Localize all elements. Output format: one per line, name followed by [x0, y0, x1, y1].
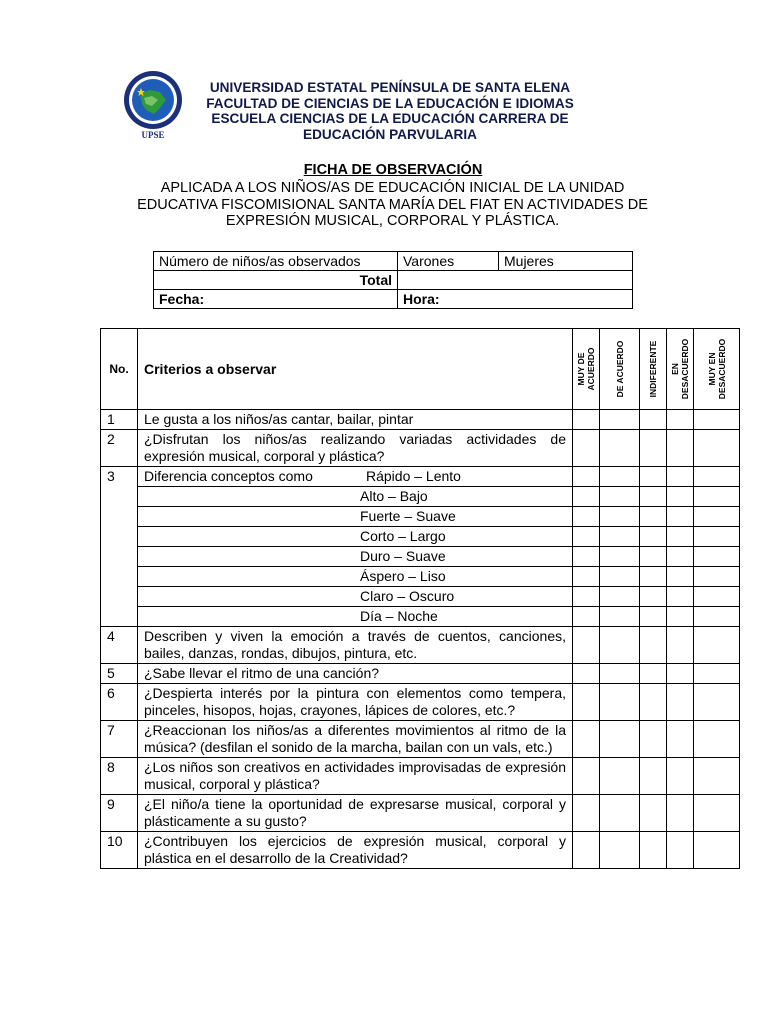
rating-cell[interactable] [573, 410, 600, 430]
rating-cell[interactable] [600, 467, 640, 487]
table-row [101, 567, 740, 587]
institution-header [205, 80, 575, 142]
rating-cell[interactable] [667, 627, 694, 664]
rating-cell[interactable] [667, 684, 694, 721]
rating-cell[interactable] [640, 721, 667, 758]
rating-cell[interactable] [573, 721, 600, 758]
scale-header: DE ACUERDO [600, 329, 640, 410]
rating-cell[interactable] [600, 567, 640, 587]
rating-cell[interactable] [667, 547, 694, 567]
rating-cell[interactable] [640, 507, 667, 527]
scale-header: EN DESACUERDO [667, 329, 694, 410]
table-row [101, 758, 740, 795]
table-row [101, 410, 740, 430]
rating-cell[interactable] [694, 627, 740, 664]
rating-cell[interactable] [667, 758, 694, 795]
table-row [101, 664, 740, 684]
rating-cell[interactable] [573, 507, 600, 527]
rating-cell[interactable] [694, 758, 740, 795]
time-label: Hora: [398, 290, 633, 309]
rating-cell[interactable] [573, 527, 600, 547]
row-number: 7 [101, 721, 138, 758]
criterion-text: ¿Los niños son creativos en actividades improvisadas de expresión musical, corporal y plástica? [138, 758, 573, 795]
table-row [101, 430, 740, 467]
rating-cell[interactable] [667, 795, 694, 832]
scale-header: MUY EN DESACUERDO [694, 329, 740, 410]
criterion-text: ¿Contribuyen los ejercicios de expresión musical, corporal y plástica en el desarrollo de la Creatividad? [138, 832, 573, 869]
concept-pair: Corto – Largo [138, 527, 573, 547]
rating-cell[interactable] [694, 664, 740, 684]
total-label: Total [154, 271, 398, 290]
rating-cell[interactable] [640, 832, 667, 869]
rating-cell[interactable] [640, 795, 667, 832]
rating-cell[interactable] [600, 430, 640, 467]
table-row [101, 587, 740, 607]
rating-cell[interactable] [640, 487, 667, 507]
rating-cell[interactable] [667, 664, 694, 684]
career-name: EDUCACIÓN PARVULARIA [303, 126, 477, 142]
rating-cell[interactable] [640, 684, 667, 721]
rating-cell[interactable] [600, 684, 640, 721]
rating-cell[interactable] [573, 467, 600, 487]
criterion-text: ¿Disfrutan los niños/as realizando variadas actividades de expresión musical, corporal y plástica? [138, 430, 573, 467]
rating-cell[interactable] [694, 607, 740, 627]
girls-label: Mujeres [499, 252, 633, 271]
row-number: 2 [101, 430, 138, 467]
rating-cell[interactable] [640, 527, 667, 547]
boys-label: Varones [398, 252, 499, 271]
row-number: 5 [101, 664, 138, 684]
rating-cell[interactable] [694, 507, 740, 527]
rating-cell[interactable] [640, 410, 667, 430]
rating-cell[interactable] [600, 832, 640, 869]
criterion-intro: Diferencia conceptos como [144, 468, 313, 484]
table-row [101, 607, 740, 627]
rating-cell[interactable] [667, 430, 694, 467]
rating-cell[interactable] [640, 567, 667, 587]
rating-cell[interactable] [667, 587, 694, 607]
rating-cell[interactable] [600, 758, 640, 795]
rating-cell[interactable] [600, 627, 640, 664]
date-label: Fecha: [154, 290, 398, 309]
rating-cell[interactable] [667, 832, 694, 869]
rating-cell[interactable] [694, 684, 740, 721]
criterion-text: ¿Despierta interés por la pintura con elementos como tempera, pinceles, hisopos, hojas, crayones, lápices de colores, etc.? [138, 684, 573, 721]
criteria-table [100, 328, 740, 869]
rating-cell[interactable] [694, 430, 740, 467]
criterion-text: ¿Sabe llevar el ritmo de una canción? [138, 664, 573, 684]
scale-header: INDIFERENTE [640, 329, 667, 410]
rating-cell[interactable] [667, 567, 694, 587]
rating-cell[interactable] [600, 721, 640, 758]
criterion-text: ¿Reaccionan los niños/as a diferentes movimientos al ritmo de la música? (desfilan el sonido de la marcha, bailan con un vals, etc.) [138, 721, 573, 758]
subtitle-line-2: EDUCATIVA FISCOMISIONAL SANTA MARÍA DEL FIAT EN ACTIVIDADES DE [137, 196, 648, 213]
col-no-header: No. [101, 329, 138, 410]
col-criteria-header: Criterios a observar [138, 329, 573, 410]
rating-cell[interactable] [573, 587, 600, 607]
row-number: 1 [101, 410, 138, 430]
table-row [101, 795, 740, 832]
rating-cell[interactable] [573, 430, 600, 467]
concept-pair: Áspero – Liso [138, 567, 573, 587]
table-row [101, 527, 740, 547]
rating-cell[interactable] [573, 664, 600, 684]
rating-cell[interactable] [694, 721, 740, 758]
logo-text: UPSE [141, 130, 165, 140]
rating-cell[interactable] [600, 547, 640, 567]
rating-cell[interactable] [600, 410, 640, 430]
table-row [101, 487, 740, 507]
rating-cell[interactable] [667, 467, 694, 487]
rating-cell[interactable] [667, 607, 694, 627]
rating-cell[interactable] [640, 467, 667, 487]
rating-cell[interactable] [600, 527, 640, 547]
rating-cell[interactable] [640, 547, 667, 567]
row-number: 4 [101, 627, 138, 664]
rating-cell[interactable] [573, 547, 600, 567]
school-name: ESCUELA CIENCIAS DE LA EDUCACIÓN CARRERA DE [211, 111, 569, 126]
rating-cell[interactable] [573, 684, 600, 721]
criterion-text: Describen y viven la emoción a través de cuentos, canciones, bailes, danzas, rondas, dibujos, pintura, etc. [138, 627, 573, 664]
rating-cell[interactable] [600, 507, 640, 527]
rating-cell[interactable] [600, 664, 640, 684]
observation-info-table [153, 251, 633, 309]
table-row [101, 684, 740, 721]
rating-cell[interactable] [694, 567, 740, 587]
rating-cell[interactable] [694, 547, 740, 567]
concept-pair: Claro – Oscuro [138, 587, 573, 607]
rating-cell[interactable] [600, 587, 640, 607]
university-name: UNIVERSIDAD ESTATAL PENÍNSULA DE SANTA ELENA [209, 80, 571, 95]
subtitle-line-3: EXPRESIÓN MUSICAL, CORPORAL Y PLÁSTICA. [225, 213, 560, 229]
table-row [101, 721, 740, 758]
rating-cell[interactable] [694, 410, 740, 430]
concept-pair: Alto – Bajo [138, 487, 573, 507]
rating-cell[interactable] [573, 567, 600, 587]
rating-cell[interactable] [600, 607, 640, 627]
faculty-name: FACULTAD DE CIENCIAS DE LA EDUCACIÓN E IDIOMAS [206, 95, 574, 111]
row-number: 6 [101, 684, 138, 721]
sheet-title: FICHA DE OBSERVACIÓN [303, 162, 483, 178]
rating-cell[interactable] [573, 607, 600, 627]
rating-cell[interactable] [573, 795, 600, 832]
rating-cell[interactable] [573, 627, 600, 664]
table-row [101, 507, 740, 527]
row-number: 9 [101, 795, 138, 832]
table-row [101, 467, 740, 487]
total-value[interactable] [398, 271, 633, 290]
rating-cell[interactable] [694, 487, 740, 507]
rating-cell[interactable] [667, 410, 694, 430]
rating-cell[interactable] [573, 832, 600, 869]
scale-header: MUY DE ACUERDO [573, 329, 600, 410]
concept-pair: Día – Noche [138, 607, 573, 627]
rating-cell[interactable] [640, 758, 667, 795]
rating-cell[interactable] [694, 795, 740, 832]
rating-cell[interactable] [667, 721, 694, 758]
criterion-text: Le gusta a los niños/as cantar, bailar, pintar [138, 410, 573, 430]
row-number: 10 [101, 832, 138, 869]
rating-cell[interactable] [640, 587, 667, 607]
criterion-text: ¿El niño/a tiene la oportunidad de expresarse musical, corporal y plásticamente a su gusto? [138, 795, 573, 832]
university-logo [120, 70, 186, 142]
rating-cell[interactable] [694, 587, 740, 607]
rating-cell[interactable] [667, 527, 694, 547]
observed-count-label: Número de niños/as observados [154, 252, 398, 271]
table-header-row [101, 329, 740, 410]
rating-cell[interactable] [667, 487, 694, 507]
sheet-subtitle [110, 180, 675, 230]
rating-cell[interactable] [694, 527, 740, 547]
subtitle-line-1: APLICADA A LOS NIÑOS/AS DE EDUCACIÓN INICIAL DE LA UNIDAD [160, 180, 625, 196]
row-number: 8 [101, 758, 138, 795]
rating-cell[interactable] [573, 487, 600, 507]
table-row [101, 832, 740, 869]
rating-cell[interactable] [600, 795, 640, 832]
concept-pair: Duro – Suave [138, 547, 573, 567]
criterion-text [138, 467, 573, 487]
rating-cell[interactable] [640, 664, 667, 684]
table-row [101, 627, 740, 664]
rating-cell[interactable] [694, 467, 740, 487]
concept-pair: Rápido – Lento [366, 468, 461, 484]
row-number: 3 [101, 467, 138, 627]
rating-cell[interactable] [600, 487, 640, 507]
table-row [101, 547, 740, 567]
rating-cell[interactable] [640, 627, 667, 664]
rating-cell[interactable] [640, 607, 667, 627]
concept-pair: Fuerte – Suave [138, 507, 573, 527]
rating-cell[interactable] [694, 832, 740, 869]
rating-cell[interactable] [640, 430, 667, 467]
rating-cell[interactable] [573, 758, 600, 795]
rating-cell[interactable] [667, 507, 694, 527]
